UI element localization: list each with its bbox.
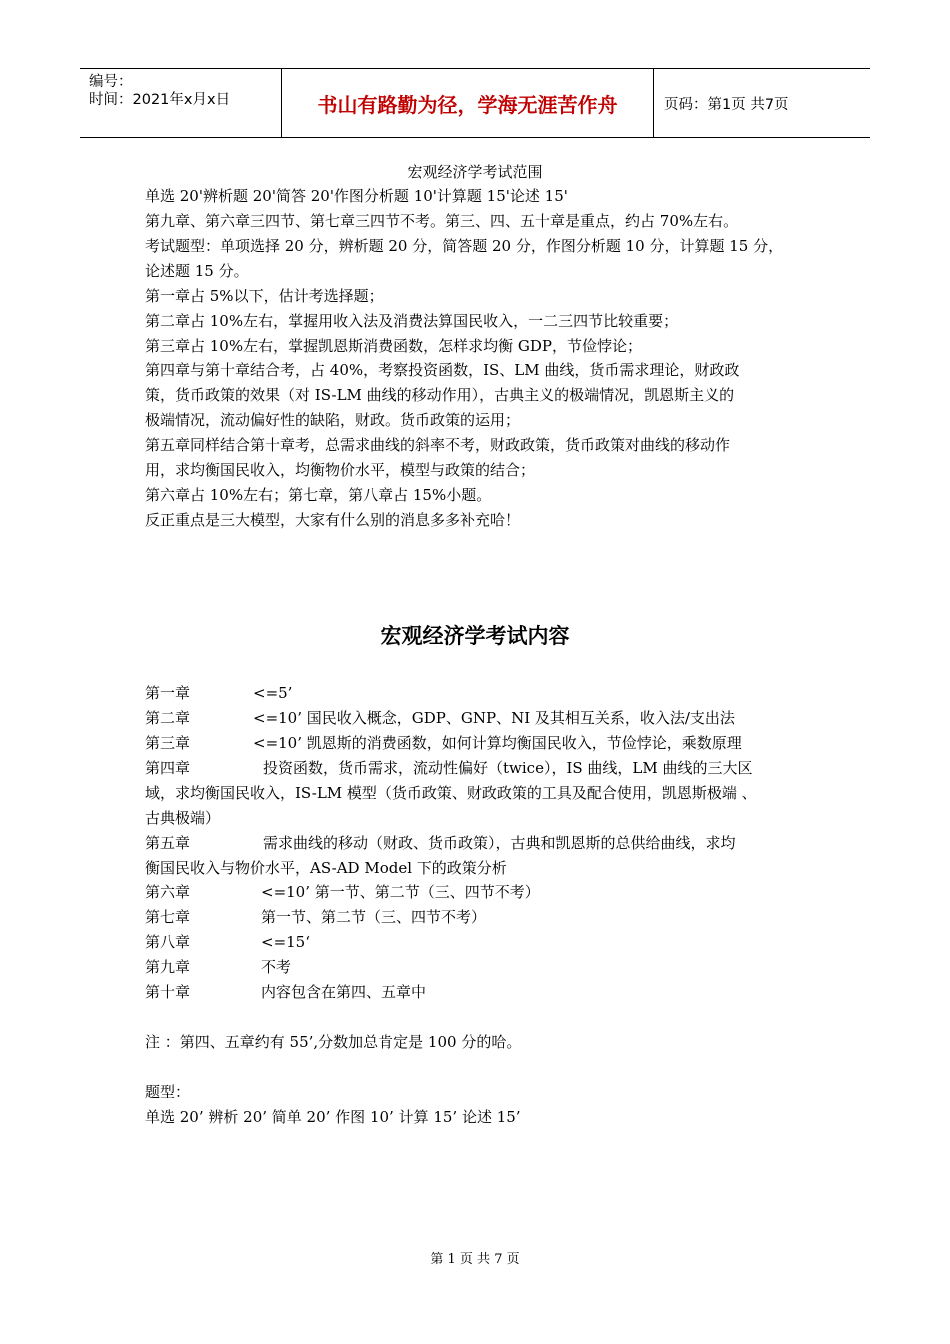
section1-line: 反正重点是三大模型，大家有什么别的消息多多补充哈！	[145, 511, 521, 529]
time-label: 时间：2021年x月x日	[89, 92, 231, 108]
chapter-content: <=10’ 凯恩斯的消费函数，如何计算均衡国民收入，节俭悖论，乘数原理	[253, 734, 742, 752]
section1-line: 极端情况，流动偏好性的缺陷，财政。货币政策的运用；	[145, 411, 521, 429]
chapter-name: 第二章	[145, 709, 191, 727]
header-info-cell	[80, 69, 281, 137]
section1-line: 第五章同样结合第十章考，总需求曲线的斜率不考，财政政策，货币政策对曲线的移动作	[145, 436, 731, 454]
chapter-name: 第五章	[145, 834, 191, 852]
chapter-content: 内容包含在第四、五章中	[261, 983, 427, 1001]
section1-line: 考试题型：单项选择 20 分，辨析题 20 分，简答题 20 分，作图分析题 10 分，计算题 15 分，	[145, 237, 784, 255]
chapter-name: 第七章	[145, 908, 191, 926]
chapter-name: 第八章	[145, 933, 191, 951]
section1-line: 第一章占 5%以下，估计考选择题；	[145, 287, 384, 305]
chapter-content: 投资函数，货币需求，流动性偏好（twice），IS 曲线，LM 曲线的三大区	[263, 759, 753, 777]
chapter-name: 第六章	[145, 883, 191, 901]
section1-title: 宏观经济学考试范围	[407, 163, 543, 181]
page-footer: 第 1 页 共 7 页	[430, 1252, 520, 1267]
section1-line: 第三章占 10%左右，掌握凯恩斯消费函数，怎样求均衡 GDP，节俭悖论；	[145, 337, 642, 355]
chapter-continuation: 古典极端）	[145, 809, 221, 827]
section1-line: 第二章占 10%左右，掌握用收入法及消费法算国民收入，一二三四节比较重要；	[145, 312, 679, 330]
note: 注 ：第四、五章约有 55’,分数加总肯定是 100 分的哈。	[145, 1033, 522, 1051]
header-page-info: 页码：第1页 共7页	[664, 96, 789, 113]
chapter-continuation: 衡国民收入与物价水平，AS-AD Model 下的政策分析	[145, 859, 507, 877]
chapter-content: 第一节、第二节（三、四节不考）	[261, 908, 487, 926]
section1-line: 第六章占 10%左右；第七章，第八章占 15%小题。	[145, 486, 492, 504]
chapter-name: 第十章	[145, 983, 191, 1001]
header-motto: 书山有路勤为径，学海无涯苦作舟	[281, 69, 654, 137]
chapter-content: <=10’ 第一节、第二节（三、四节不考）	[261, 883, 540, 901]
chapter-content: 需求曲线的移动（财政、货币政策），古典和凯恩斯的总供给曲线，求均	[263, 834, 736, 852]
section1-line: 策，货币政策的效果（对 IS-LM 曲线的移动作用），古典主义的极端情况，凯恩斯主义的	[145, 386, 735, 404]
chapter-content: <=5’	[253, 684, 293, 702]
chapter-content: 不考	[261, 958, 292, 976]
section1-line: 第九章、第六章三四节、第七章三四节不考。第三、四、五十章是重点，约占 70%左右。	[145, 212, 739, 230]
chapter-name: 第一章	[145, 684, 191, 702]
section1-line: 用，求均衡国民收入，均衡物价水平，模型与政策的结合；	[145, 461, 536, 479]
chapter-name: 第九章	[145, 958, 191, 976]
page-header	[80, 68, 870, 138]
question-types: 单选 20’ 辨析 20’ 简单 20’ 作图 10’ 计算 15’ 论述 15’	[145, 1108, 521, 1126]
number-label: 编号：	[89, 74, 133, 90]
chapter-content: <=10’ 国民收入概念，GDP、GNP、NI 及其相互关系，收入法/支出法	[253, 709, 735, 727]
chapter-name: 第三章	[145, 734, 191, 752]
section1-line: 论述题 15 分。	[145, 262, 249, 280]
section1-line: 第四章与第十章结合考，占 40%，考察投资函数，IS、LM 曲线，货币需求理论，财政政	[145, 361, 740, 379]
question-types-label: 题型：	[145, 1083, 191, 1101]
chapter-continuation: 域，求均衡国民收入，IS-LM 模型（货币政策、财政政策的工具及配合使用，凯恩斯极端 、	[145, 784, 757, 802]
section1-line: 单选 20'辨析题 20'简答 20'作图分析题 10'计算题 15'论述 15'	[145, 187, 568, 205]
chapter-content: <=15‘	[261, 933, 310, 951]
chapter-name: 第四章	[145, 759, 191, 777]
section2-title: 宏观经济学考试内容	[380, 624, 570, 648]
